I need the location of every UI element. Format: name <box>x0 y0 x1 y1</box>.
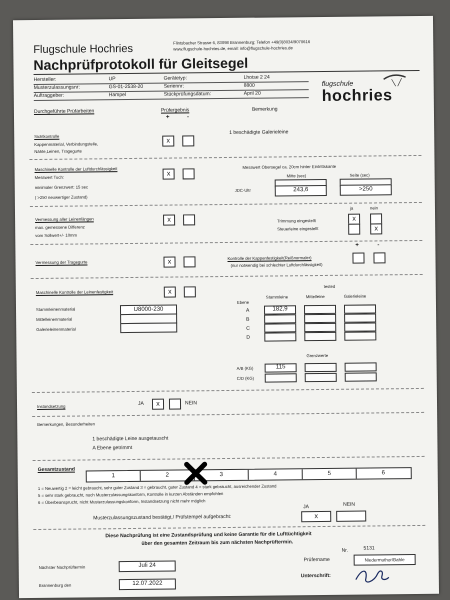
row-label: A <box>246 307 250 314</box>
col-remark-header: Bemerkung <box>251 106 278 113</box>
musterzulassung-value: GS-01-2538-20 <box>108 83 144 91</box>
col-plus: + <box>165 114 170 121</box>
grade-1[interactable]: 1 <box>87 471 141 482</box>
geraetetyp-label: Gerätetyp: <box>163 75 187 82</box>
stueckpruefung-label: Stückprüfungsdatum: <box>163 91 212 98</box>
hochries-logo <box>314 71 419 112</box>
grid-cell <box>304 332 336 341</box>
luftdurchlass-measure-title: Messwert Obersegel ca. 20cm hinter Eintrittskante <box>242 163 337 170</box>
leinen-nein: nein <box>369 205 378 211</box>
grid-cell <box>305 373 337 382</box>
musterzulassung-label: Musterzulassungsnr: <box>33 84 80 92</box>
galerie-material-field <box>120 323 177 334</box>
leinen-label: Vermessung aller Leinenlängen <box>35 216 94 222</box>
guarantee-line-1: Diese Nachprüfung ist eine Zustandsprüfung und keine Garantie für die Lufttüchtigkeit <box>105 531 312 540</box>
musterzustand-nein-label: NEIN <box>343 501 356 508</box>
leinenfestigkeit-plus-checkbox[interactable]: x <box>164 287 176 298</box>
grid-cell <box>305 363 337 372</box>
grid-cell <box>264 314 296 323</box>
galerie-col-header: Galerieleine <box>343 293 367 299</box>
stamm-col-header: Stammleine <box>265 294 289 300</box>
luftdurchlass-line: Messwert Tuch: <box>34 174 64 180</box>
grade-5[interactable]: 5 <box>303 469 357 480</box>
nr-value: 5131 <box>363 545 375 552</box>
grid-cell <box>304 305 336 314</box>
sichtkontrolle-label: Sichtkontrolle <box>34 133 60 139</box>
grid-cell <box>264 323 296 332</box>
geraetetyp-value: Lhotse 2 24 <box>243 74 270 81</box>
grid-cell <box>344 331 376 340</box>
unterschrift-label: Unterschrift: <box>300 572 331 580</box>
legend-line-2: 5 = sehr stark gebraucht, noch Musterzulassungskonform, Kontrolle in kurzen Abständen empfohlen <box>37 491 224 498</box>
grid-cell <box>264 332 296 341</box>
leinenfestigkeit-minus-checkbox[interactable] <box>184 286 196 297</box>
leinen-ja: ja <box>349 205 354 211</box>
ort-date-value: 12.07.2022 <box>119 579 176 591</box>
mitte-value: 243,6 <box>275 185 327 197</box>
sichtkontrolle-remark: 1 beschädigte Galerieleine <box>229 129 289 136</box>
tested-header: tested <box>323 283 336 289</box>
address-line: Flintsbacher Strasse 6, 83098 Brannenburg; Telefon +49(0)8034/9070616 <box>173 39 311 46</box>
kappenfestigkeit-label: Kontrolle der Kappenfestigkeit(Reißnormaler) <box>227 255 312 261</box>
col-result-header: Prüfergebnis <box>160 107 190 114</box>
grade-3[interactable]: 3 <box>195 470 249 481</box>
leinen-plus-checkbox[interactable]: x <box>163 215 175 226</box>
pruefer-label: Prüfername <box>303 556 330 564</box>
grid-cell <box>344 304 376 313</box>
bemerkungen-label: Bemerkungen, Besonderheiten <box>37 421 95 427</box>
logo-main-text: hochries <box>321 87 393 105</box>
device-label: JDC-Ultr <box>234 187 251 193</box>
logo-top-text: flugschule <box>321 80 354 88</box>
col-section-header: Durchgeführte Prüfarbeiten <box>33 108 95 116</box>
legend-line-1: 1 = Neuwertig 2 = leicht gebraucht, sehr guter Zustand 3 = gebraucht, guter Zustand 4 = stark gebraucht, ausreichender Zustand <box>37 483 277 491</box>
page-title: Nachprüfprotokoll für Gleitsegel <box>33 54 249 74</box>
stueckpruefung-value: April 20 <box>243 90 261 97</box>
seriennr-label: Seriennr: <box>163 83 185 90</box>
luftdurchlass-label: Maschinelle Kontrolle der Luftdurchlässigkeit <box>34 166 118 172</box>
next-date-label: Nächster Nachprüftermin <box>38 564 86 570</box>
sichtkontrolle-plus-checkbox[interactable]: x <box>162 136 174 147</box>
bemerkung-line: A Ebene getrimmt <box>92 444 133 452</box>
grade-6[interactable]: 6 <box>381 470 385 477</box>
sichtkontrolle-minus-checkbox[interactable] <box>182 135 194 146</box>
instandsetzung-nein: NEIN <box>184 400 197 407</box>
hersteller-value: UP <box>108 76 116 83</box>
instandsetzung-nein-checkbox[interactable] <box>169 398 181 409</box>
hersteller-label: Hersteller: <box>33 76 57 84</box>
musterzustand-ja-checkbox[interactable]: x <box>301 511 331 522</box>
grade-scale <box>86 467 412 482</box>
ab-value: 115 <box>265 363 297 372</box>
row-label: C <box>246 325 250 332</box>
kappen-minus-checkbox[interactable] <box>373 252 385 263</box>
grid-cell <box>344 322 376 331</box>
grid-cell <box>304 314 336 323</box>
bemerkung-line: 1 beschädigte Leine ausgetauscht <box>92 435 169 443</box>
tragegurte-plus-checkbox[interactable]: x <box>163 257 175 268</box>
selected-grade-cross-mark <box>184 461 208 485</box>
kappen-plus-checkbox[interactable] <box>352 253 364 264</box>
school-name: Flugschule Hochries <box>33 42 134 57</box>
luftdurchlass-plus-checkbox[interactable]: x <box>163 169 175 180</box>
grid-cell <box>345 362 377 371</box>
nr-label: Nr. <box>341 547 348 554</box>
next-date-value: Juli 24 <box>119 561 176 573</box>
gesamtzustand-label: Gesamtzustand <box>37 466 75 473</box>
sichtkontrolle-line: Kappenmaterial, Verbindungsteile, <box>34 141 99 147</box>
musterzustand-ja-label: JA <box>303 504 309 511</box>
pruefer-value: Niedermuthor/Bahle <box>354 554 416 566</box>
auftraggeber-value: Hampel <box>108 92 127 99</box>
instandsetzung-label: Instandsetzung <box>37 403 66 409</box>
legend-line-3: 6 = Überbeansprucht, nicht Musterzulassungskonform, Instandsetzung nicht mehr möglich <box>38 498 206 505</box>
grade-4[interactable]: 4 <box>249 469 303 480</box>
auftraggeber-label: Auftraggeber: <box>33 92 65 100</box>
steuer-label: Steuerleine eingestellt <box>277 226 319 232</box>
contact-line: www.flugschule-hochries.de, email: info@flugschule-hochries.de <box>173 45 293 52</box>
grid-cell <box>304 323 336 332</box>
musterzustand-text: Musterzulassungszustand bestätigt,/ Prüfstempel aufgebracht: <box>93 513 232 522</box>
leinen-line: vom Sollwert+/- 10mm <box>35 232 78 238</box>
row-label: D <box>246 334 250 341</box>
material-label: Galerieleinenmaterial <box>36 326 76 332</box>
cd-label: C/D (KG) <box>236 375 254 381</box>
steuer-ja-checkbox[interactable] <box>348 224 360 235</box>
tragegurte-label: Vermessung der Tragegurte <box>35 259 88 265</box>
kappenfestigkeit-note: (nur notwendig bei schlechter Luftdurchlässigkeit) <box>230 261 323 268</box>
stamm-material-value: U8000-230 <box>120 305 177 316</box>
grid-cell <box>344 313 376 322</box>
seite-header: Seite (sec) <box>349 172 370 178</box>
material-label: Stammleinenmaterial <box>35 306 76 312</box>
grid-cell <box>345 372 377 381</box>
grid-cell <box>265 373 297 382</box>
mittel-col-header: Mittelleine <box>305 293 325 300</box>
ab-label: A/B (KG) <box>236 365 254 371</box>
ebene-label: Ebene <box>236 299 250 305</box>
sichtkontrolle-line: Nähte,Leinen, Tragegurte <box>34 148 82 154</box>
kappen-plus-label: + <box>355 242 359 249</box>
seite-value: >250 <box>340 184 392 196</box>
instandsetzung-ja: JA <box>137 400 144 407</box>
a-stamm-value: 182,9 <box>264 305 296 314</box>
leinen-minus-checkbox[interactable] <box>183 214 195 225</box>
leinenfestigkeit-label: Maschinelle Kontrolle der Leinenfestigkeit <box>35 289 114 295</box>
kappen-minus-label: - <box>377 242 380 249</box>
ort-label: Brannenburg den <box>38 582 72 588</box>
instandsetzung-ja-checkbox[interactable]: x <box>152 399 164 410</box>
leinen-line: max. gemessene Differenz <box>35 224 85 230</box>
grade-2[interactable]: 2 <box>141 470 195 481</box>
seriennr-value: 8800 <box>243 82 255 89</box>
guarantee-line-2: über den gesamten Zeitraum bis zum nächsten Nachprüftermin. <box>141 539 294 547</box>
col-minus: - <box>186 114 190 121</box>
material-label: Mittelleinenmaterial <box>36 316 73 322</box>
luftdurchlass-line: ( >250 neuwertiger Zustand) <box>34 194 88 200</box>
trimmung-ja-checkbox[interactable]: x <box>348 214 360 225</box>
tragegurte-minus-checkbox[interactable] <box>183 256 195 267</box>
luftdurchlass-line: minimaler Grenzwert: 15 sec <box>34 184 89 190</box>
protocol-sheet <box>13 16 439 598</box>
luftdurchlass-minus-checkbox[interactable] <box>183 168 195 179</box>
row-label: B <box>246 316 250 323</box>
grenzwerte-label: Grenzwerte <box>306 352 329 359</box>
mitte-header: Mitte (sec) <box>286 173 307 179</box>
trimmung-label: Trimmung eingestellt <box>277 218 316 224</box>
musterzustand-nein-checkbox[interactable] <box>336 511 366 522</box>
steuer-nein-checkbox[interactable]: x <box>370 223 382 234</box>
signature-icon <box>352 564 392 586</box>
